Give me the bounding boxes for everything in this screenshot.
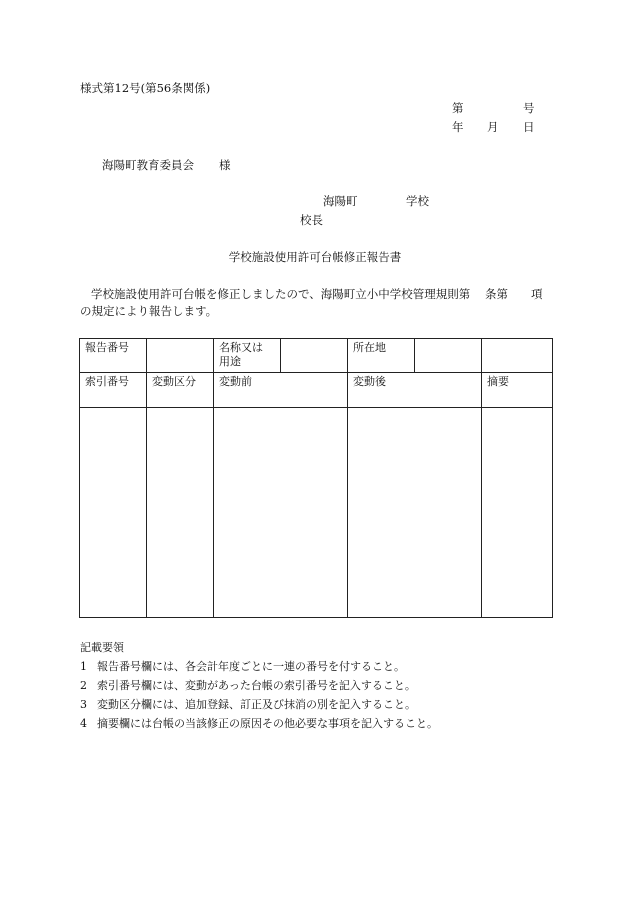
- index-number-entry[interactable]: [80, 408, 147, 618]
- remarks-entry[interactable]: [482, 408, 553, 618]
- sender-school: 学校: [406, 194, 429, 208]
- change-category-header: 変動区分: [147, 373, 214, 408]
- body-line-1: 学校施設使用許可台帳を修正しましたので、海陽町立小中学校管理規則第: [91, 287, 471, 301]
- date-day: 日: [523, 120, 535, 134]
- location-label: 所在地: [348, 339, 415, 373]
- location-cell[interactable]: [415, 339, 482, 373]
- index-number-header: 索引番号: [80, 373, 147, 408]
- form-number: 様式第12号(第56条関係): [80, 81, 211, 95]
- body-line-2: の規定により報告します。: [80, 304, 218, 318]
- after-change-header: 変動後: [348, 373, 482, 408]
- table-row: [80, 339, 553, 373]
- instruction-item: 4 摘要欄には台帳の当該修正の原因その他必要な事項を記入すること。: [80, 717, 438, 730]
- name-or-use-label: 名称又は 用途: [214, 339, 281, 373]
- date-month: 月: [487, 120, 499, 134]
- instructions: [80, 638, 438, 733]
- instructions-heading: 記載要領: [80, 641, 124, 654]
- body-clause: 項: [531, 287, 543, 301]
- document-number-prefix: 第: [452, 101, 464, 115]
- remarks-header: 摘要: [482, 373, 553, 408]
- addressee-honorific: 様: [219, 158, 231, 172]
- date-year: 年: [452, 120, 464, 134]
- sender-principal: 校長: [300, 213, 323, 227]
- report-table: [79, 338, 553, 618]
- table-entry-row: [80, 408, 553, 618]
- report-number-label: 報告番号: [80, 339, 147, 373]
- addressee-name: 海陽町教育委員会: [102, 158, 194, 172]
- sender-town: 海陽町: [323, 194, 358, 208]
- after-change-entry[interactable]: [348, 408, 482, 618]
- before-change-header: 変動前: [214, 373, 348, 408]
- body-article-prefix: 条第: [485, 287, 508, 301]
- instruction-item: 3 変動区分欄には、追加登録、訂正及び抹消の別を記入すること。: [80, 698, 416, 711]
- change-category-entry[interactable]: [147, 408, 214, 618]
- table-header-row: [80, 373, 553, 408]
- report-number-cell[interactable]: [147, 339, 214, 373]
- document-number-suffix: 号: [523, 101, 535, 115]
- name-or-use-cell[interactable]: [281, 339, 348, 373]
- document-title: 学校施設使用許可台帳修正報告書: [228, 250, 402, 264]
- instruction-item: 2 索引番号欄には、変動があった台帳の索引番号を記入すること。: [80, 679, 416, 692]
- blank-cell: [482, 339, 553, 373]
- instruction-item: 1 報告番号欄には、各会計年度ごとに一連の番号を付すること。: [80, 660, 405, 673]
- before-change-entry[interactable]: [214, 408, 348, 618]
